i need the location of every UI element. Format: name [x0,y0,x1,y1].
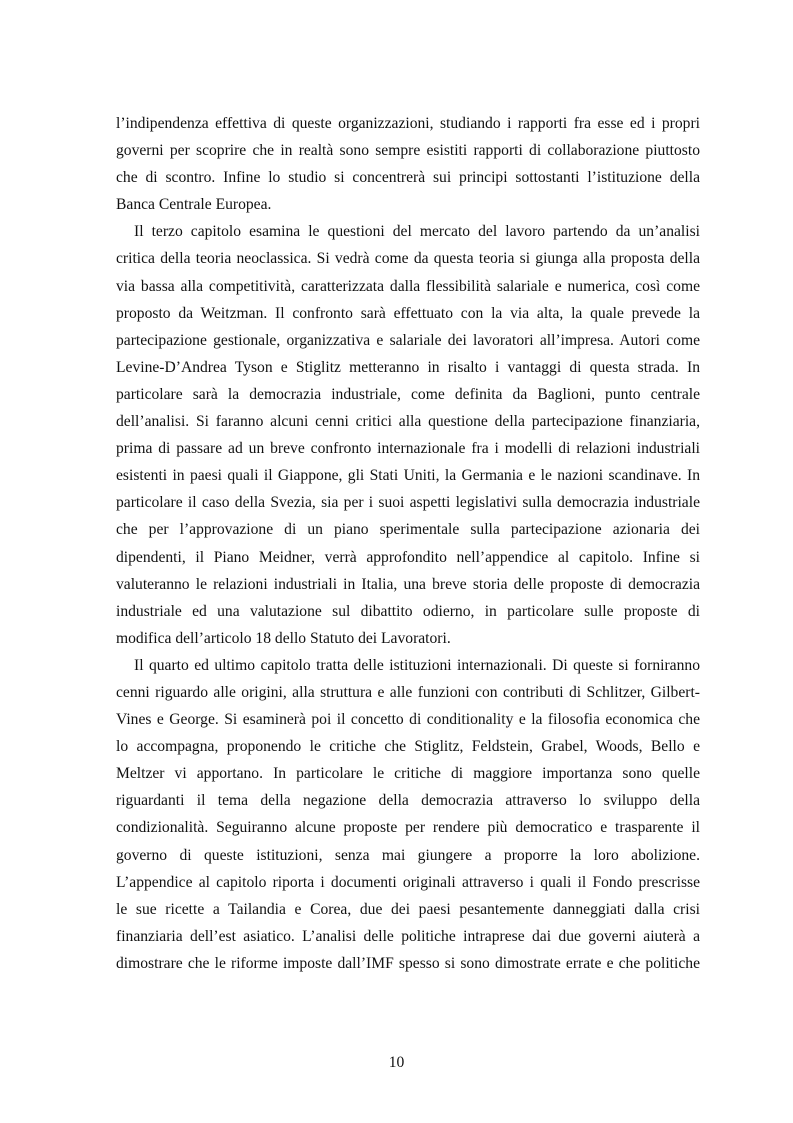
text-line: dell’analisi. Si faranno alcuni cenni critici alla questione della partecipazione finanziaria, [116,413,700,431]
page-number: 10 [388,1054,405,1071]
paragraph [116,652,700,977]
text-line: via bassa alla competitività, caratterizzata dalla flessibilità salariale e numerica, così come [116,277,700,295]
text-line: valuteranno le relazioni industriali in Italia, una breve storia delle proposte di democrazia [116,575,700,593]
text-line: Il terzo capitolo esamina le questioni del mercato del lavoro partendo da un’analisi [134,223,700,241]
text-line: finanziaria dell’est asiatico. L’analisi delle politiche intraprese dai due governi aiuterà a [116,927,700,945]
text-line: particolare il caso della Svezia, sia per i suoi aspetti legislativi sulla democrazia industriale [116,494,700,512]
text-line: particolare sarà la democrazia industriale, come definita da Baglioni, punto centrale [116,385,700,403]
text-line: proposto da Weitzman. Il confronto sarà effettuato con la via alta, la quale prevede la [116,304,700,322]
text-line: governi per scoprire che in realtà sono sempre esistiti rapporti di collaborazione piuttosto [116,142,700,160]
text-line: Vines e George. Si esaminerà poi il concetto di conditionality e la filosofia economica che [116,711,700,729]
text-line: L’appendice al capitolo riporta i documenti originali attraverso i quali il Fondo prescrisse [116,873,700,891]
text-line: Levine-D’Andrea Tyson e Stiglitz metteranno in risalto i vantaggi di questa strada. In [116,358,700,376]
text-line: le sue ricette a Tailandia e Corea, due dei paesi pesantemente danneggiati dalla crisi [116,900,700,918]
page-body [116,110,700,977]
text-line: esistenti in paesi quali il Giappone, gli Stati Uniti, la Germania e le nazioni scandinave. In [116,467,700,485]
paragraph [116,110,700,218]
text-line: Meltzer vi apportano. In particolare le critiche di maggiore importanza sono quelle [116,765,700,783]
text-line: condizionalità. Seguiranno alcune proposte per rendere più democratico e trasparente il [116,819,700,837]
text-line: riguardanti il tema della negazione della democrazia attraverso lo sviluppo della [116,792,700,810]
text-line: lo accompagna, proponendo le critiche che Stiglitz, Feldstein, Grabel, Woods, Bello e [116,738,700,756]
text-line: cenni riguardo alle origini, alla struttura e alle funzioni con contributi di Schlitzer, Gilbert- [116,683,700,701]
text-line: l’indipendenza effettiva di queste organizzazioni, studiando i rapporti fra esse ed i propri [116,115,700,132]
text-line: che di scontro. Infine lo studio si concentrerà sui principi sottostanti l’istituzione della [116,169,700,187]
text-line: prima di passare ad un breve confronto internazionale fra i modelli di relazioni industriali [116,440,700,458]
text-line: dimostrare che le riforme imposte dall’IMF spesso si sono dimostrate errate e che politiche [116,954,700,972]
text-line: modifica dell’articolo 18 dello Statuto dei Lavoratori. [116,629,451,647]
text-line: dipendenti, il Piano Meidner, verrà approfondito nell’appendice al capitolo. Infine si [116,548,700,566]
text-line: governo di queste istituzioni, senza mai giungere a proporre la loro abolizione. [116,846,700,864]
text-line: che per l’approvazione di un piano sperimentale sulla partecipazione azionaria dei [116,521,700,539]
text-line: partecipazione gestionale, organizzativa e salariale dei lavoratori all’impresa. Autori come [116,331,700,349]
text-line: industriale ed una valutazione sul dibattito odierno, in particolare sulle proposte di [116,602,700,620]
text-line: Banca Centrale Europea. [116,196,272,214]
text-line: critica della teoria neoclassica. Si vedrà come da questa teoria si giunga alla proposta della [116,250,700,268]
text-line: Il quarto ed ultimo capitolo tratta delle istituzioni internazionali. Di queste si forniranno [134,656,700,674]
paragraph [116,218,700,652]
